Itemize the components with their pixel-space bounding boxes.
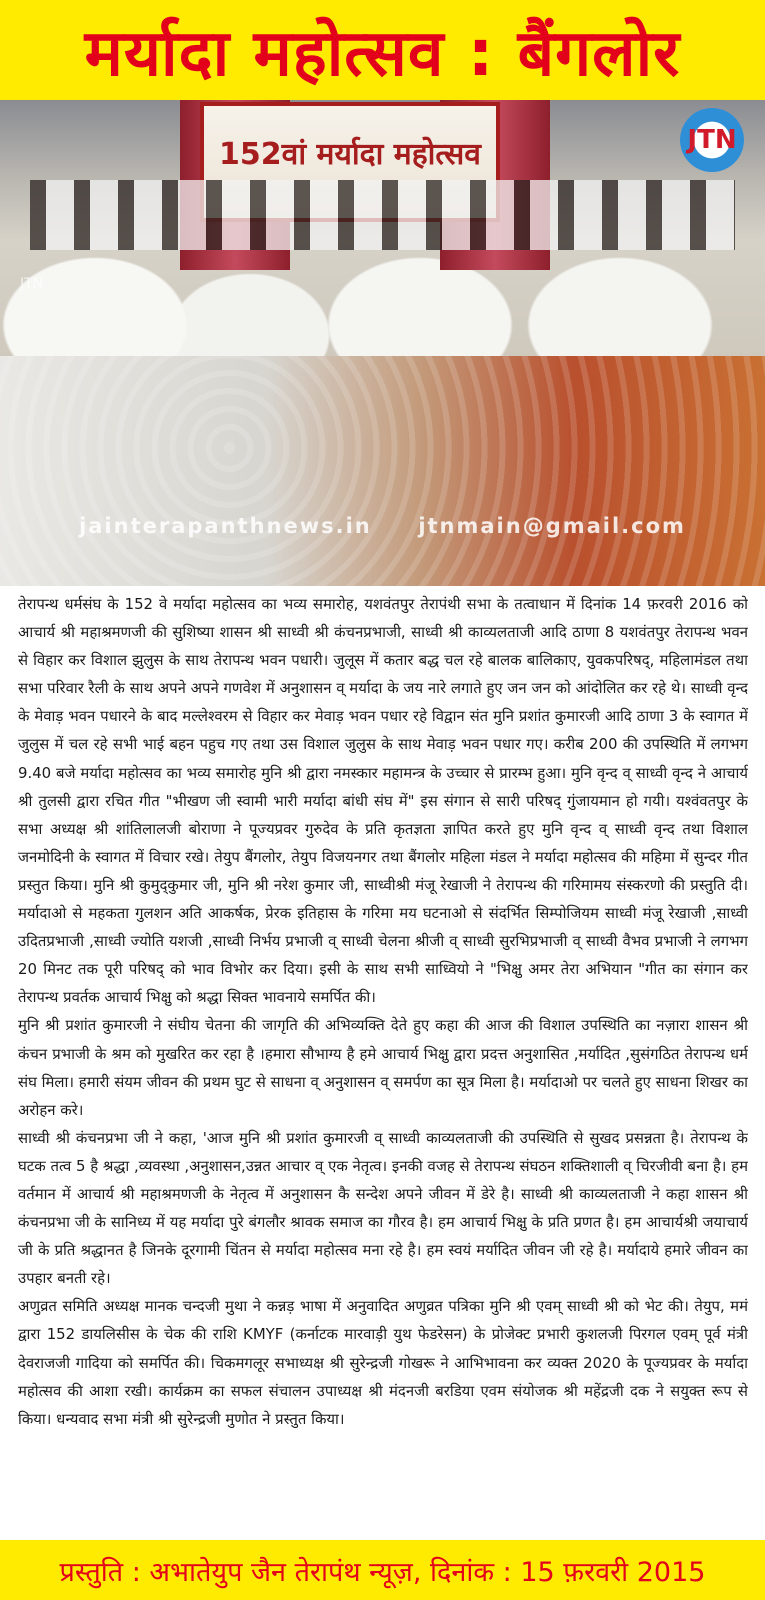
title-bar — [0, 0, 765, 100]
event-stage-photo — [0, 100, 765, 356]
watermark-site: jainterapanthnews.in — [79, 514, 372, 538]
article-paragraph: अणुव्रत समिति अध्यक्ष मानक चन्दजी मुथा ने कन्नड़ भाषा में अनुवादित अणुव्रत पत्रिका मुनि श्री एवम् साध्वी श्री को भेट की। तेयुप, ममं द्वारा 152 डायलिसीस के चेक की राशि KMYF (कर्नाटक मारवाड़ी युथ फेडरेसन) के प्रोजेक्ट प्रभारी कुशलजी पिरगल एवम् पूर्व मंत्री देवराजजी गादिया को समर्पित की। चिकमगलूर सभाध्यक्ष श्री सुरेन्द्रजी गोखरू ने आभिभावना कर व्यक्त 2020 के पूज्यप्रवर के मर्यादा महोत्सव की आशा रखी। कार्यक्रम का सफल संचालन उपाध्यक्ष श्री मंदनजी बरडिया एवम संयोजक श्री महेंद्रजी दक ने सयुक्त रूप से किया। धन्यवाद सभा मंत्री श्री सुरेन्द्रजी मुणोत ने प्रस्तुत किया। — [18, 1297, 748, 1428]
jtn-logo-text: JTN — [687, 125, 737, 155]
jtn-logo — [680, 108, 744, 172]
footer-bar — [0, 1540, 765, 1600]
page-title: मर्यादा महोत्सव : बैंगलोर — [84, 16, 681, 91]
stage-banner-text: 152वां मर्यादा महोत्सव — [219, 137, 481, 172]
article-paragraph: मुनि श्री प्रशांत कुमारजी ने संघीय चेतना की जागृति की अभिव्यक्ति देते हुए कहा की आज की विशाल उपस्थिति का नज़ारा शासन श्री कंचन प्रभाजी के श्रम को मुखरित कर रहा है ।हमारा सौभाग्य है हमे आचार्य भिक्षु द्वारा प्रदत्त अनुशासित ,मर्यादित ,सुसंगठित तेरापन्थ धर्म संघ मिला। हमारी संयम जीवन की प्रथम घुट से साधना व् अनुशासन व् समर्पण का सूत्र मिला है। मर्यादाओ पर चलते हुए साधना शिखर का अरोहन करे। — [18, 1016, 748, 1119]
article-body — [18, 590, 748, 1540]
article-paragraph: तेरापन्थ धर्मसंघ के 152 वे मर्यादा महोत्सव का भव्य समारोह, यशवंतपुर तेरापंथी सभा के तत्वाधान में दिनांक 14 फ़रवरी 2016 को आचार्य श्री महाश्रमणजी की सुशिष्या शासन श्री साध्वी श्री कंचनप्रभाजी, साध्वी श्री काव्यलताजी आदि ठाणा 8 यशवंतपुर तेरापन्थ भवन से विहार कर विशाल झुलुस के साथ तेरापन्थ भवन पधारी। जुलूस में कतार बद्ध चल रहे बालक बालिकाए, युवकपरिषद्, महिलामंडल तथा सभा परिवार रैली के साथ अपने अपने गणवेश में अनुशासन व् मर्यादा के जय नारे लगाते हुए जन जन को आंदोलित कर रहे थे। साध्वी वृन्द के मेवाड़ भवन पधारने के बाद मल्लेश्वरम से विहार कर मेवाड़ भवन पधार रहे विद्वान संत मुनि प्रशांत कुमारजी आदि ठाणा 3 के स्वागत में जुलुस में चल रहे सभी भाई बहन पहुच गए तथा उस विशाल जुलुस के साथ मेवाड़ भवन पधार गए। करीब 200 की उपस्थिति में लगभग 9.40 बजे मर्यादा महोत्सव का भव्य समारोह मुनि श्री द्वारा नमस्कार महामन्त्र के उच्चार से प्रारम्भ हुआ। मुनि वृन्द व् साध्वी वृन्द ने आचार्य श्री तुलसी द्वारा रचित गीत "भीखण जी स्वामी भारी मर्यादा बांधी संघ में" इस संगान से सारी परिषद् गुंजायमान हो गयी। यश्वंवतपुर के सभा अध्यक्ष श्री शांतिलालजी बोराणा ने पूज्यप्रवर गुरुदेव के प्रति कृतज्ञता ज्ञापित करते हुए मुनि वृन्द व् साध्वी वृन्द तथा विशाल जनमोदिनी के स्वागत में विचार रखे। तेयुप बैंगलोर, तेयुप विजयनगर तथा बैंगलोर महिला मंडल ने मर्यादा महोत्सव की महिमा में सुन्दर गीत प्रस्तुत किया। मुनि श्री कुमुद्कुमार जी, मुनि श्री नरेश कुमार जी, साध्वीश्री मंजू रेखाजी ने तेरापन्थ की गरिमामय संस्करणो की प्रस्तुति दी। मर्यादाओ से महकता गुलशन अति आकर्षक, प्रेरक इतिहास के गरिमा मय घटनाओ से संदर्भित सिम्पोजियम साध्वी मंजू रेखाजी ,साध्वी उदितप्रभाजी ,साध्वी ज्योति यशजी ,साध्वी निर्भय प्रभाजी व् साध्वी चेलना श्रीजी व् साध्वी सुरभिप्रभाजी व् साध्वी वैभव प्रभाजी ने लगभग 20 मिनट तक पूरी परिषद् को भाव विभोर कर दिया। इसी के साथ सभी साध्वियो ने "भिक्षु अमर तेरा अभियान "गीत का संगान कर तेरापन्थ प्रवर्तक आचार्य भिक्षु को श्रद्धा सिक्त भावनाये समर्पित की। — [18, 595, 748, 1007]
watermark-email: jtnmain@gmail.com — [418, 514, 686, 538]
photo-watermark: JTN — [20, 276, 44, 292]
photo-watermark-urls — [0, 514, 765, 538]
footer-credit: प्रस्तुति : अभातेयुप जैन तेरापंथ न्यूज़, दिनांक : 15 फ़रवरी 2015 — [59, 1556, 706, 1588]
audience-photo — [0, 356, 765, 586]
article-paragraph: साध्वी श्री कंचनप्रभा जी ने कहा, 'आज मुनि श्री प्रशांत कुमारजी व् साध्वी काव्यलताजी की उपस्थिति से सुखद प्रसन्नता है। तेरापन्थ के घटक तत्व 5 है श्रद्धा ,व्यवस्था ,अनुशासन,उन्नत आचार व् एक नेतृत्व। इनकी वजह से तेरापन्थ संघठन शक्तिशाली व् चिरजीवी बना है। हम वर्तमान में आचार्य श्री महाश्रमणजी के नेतृत्व में अनुशासन कै सन्देश अपने जीवन में डेरे है। साध्वी श्री काव्यलताजी ने कहा शासन श्री कंचनप्रभा जी के सानिध्य में यह मर्यादा पुरे बंगलौर श्रावक समाज का गौरव है। हम आचार्य भिक्षु के प्रति प्रणत है। हम आचार्यश्री जयाचार्य जी के प्रति श्रद्धानत है जिनके दूरगामी चिंतन से मर्यादा महोत्सव मना रहे है। हम स्वयं मर्यादित जीवन जी रहे है। मर्यादाये हमारे जीवन का उपहार बनती रहे। — [18, 1128, 748, 1288]
standing-crowd — [30, 180, 735, 250]
